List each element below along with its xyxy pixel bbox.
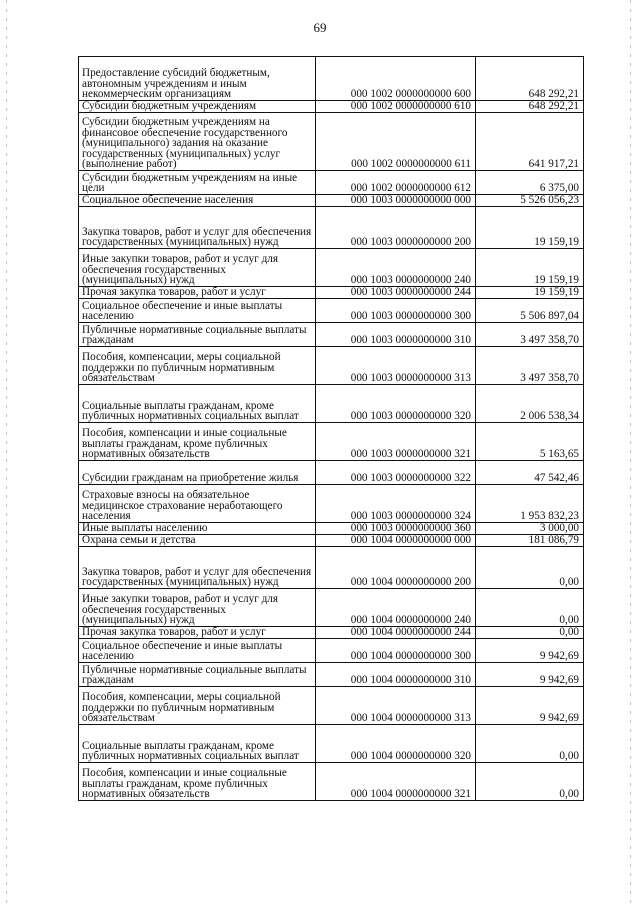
table-row: [79, 113, 584, 171]
row-code-cell: 000 1003 0000000000 321: [316, 423, 476, 461]
table-row: [79, 627, 584, 639]
row-code-cell: 000 1003 0000000000 310: [316, 323, 476, 347]
row-code-cell: 000 1003 0000000000 300: [316, 299, 476, 323]
table-row: [79, 535, 584, 547]
table-row: [79, 249, 584, 287]
table-row: [79, 287, 584, 299]
row-name-cell: Закупка товаров, работ и услуг для обеспечения государственных (муниципальных) нужд: [79, 207, 316, 249]
left-margin-artifact: [6, 0, 7, 905]
row-code-cell: 000 1004 0000000000 240: [316, 589, 476, 627]
row-code-cell: 000 1004 0000000000 320: [316, 725, 476, 763]
row-name-cell: Охрана семьи и детства: [79, 535, 316, 547]
row-sum-cell: 2 006 538,34: [476, 385, 584, 423]
row-name-cell: Субсидии бюджетным учреждениям: [79, 101, 316, 113]
budget-table: [78, 56, 584, 801]
row-name-cell: Закупка товаров, работ и услуг для обеспечения государственных (муниципальных) нужд: [79, 547, 316, 589]
row-code-cell: 000 1004 0000000000 321: [316, 763, 476, 801]
row-name-cell: Социальное обеспечение и иные выплаты населению: [79, 639, 316, 663]
row-sum-cell: 5 526 056,23: [476, 195, 584, 207]
row-sum-cell: 0,00: [476, 725, 584, 763]
table-row: [79, 423, 584, 461]
row-code-cell: 000 1004 0000000000 200: [316, 547, 476, 589]
table-row: [79, 323, 584, 347]
row-sum-cell: 5 506 897,04: [476, 299, 584, 323]
table-row: [79, 663, 584, 687]
row-name-cell: Страховые взносы на обязательное медицинское страхование неработающего населения: [79, 485, 316, 523]
row-name-cell: Прочая закупка товаров, работ и услуг: [79, 287, 316, 299]
row-code-cell: 000 1004 0000000000 300: [316, 639, 476, 663]
table-row: [79, 101, 584, 113]
row-sum-cell: 648 292,21: [476, 57, 584, 101]
right-margin-artifact: [630, 0, 631, 905]
row-name-cell: Социальное обеспечение населения: [79, 195, 316, 207]
row-code-cell: 000 1003 0000000000 200: [316, 207, 476, 249]
row-sum-cell: 6 375,00: [476, 171, 584, 195]
row-code-cell: 000 1002 0000000000 612: [316, 171, 476, 195]
table-row: [79, 523, 584, 535]
row-name-cell: Социальные выплаты гражданам, кроме публичных нормативных социальных выплат: [79, 385, 316, 423]
row-code-cell: 000 1004 0000000000 244: [316, 627, 476, 639]
table-row: [79, 547, 584, 589]
row-sum-cell: 0,00: [476, 547, 584, 589]
row-sum-cell: 0,00: [476, 627, 584, 639]
row-sum-cell: 648 292,21: [476, 101, 584, 113]
row-name-cell: Иные закупки товаров, работ и услуг для обеспечения государственных (муниципальных) нужд: [79, 249, 316, 287]
row-sum-cell: 19 159,19: [476, 249, 584, 287]
table-row: [79, 207, 584, 249]
row-name-cell: Публичные нормативные социальные выплаты гражданам: [79, 323, 316, 347]
row-code-cell: 000 1004 0000000000 310: [316, 663, 476, 687]
row-sum-cell: 9 942,69: [476, 687, 584, 725]
row-name-cell: Социальные выплаты гражданам, кроме публичных нормативных социальных выплат: [79, 725, 316, 763]
row-code-cell: 000 1003 0000000000 320: [316, 385, 476, 423]
row-sum-cell: 5 163,65: [476, 423, 584, 461]
table-row: [79, 589, 584, 627]
table-row: [79, 461, 584, 485]
table-row: [79, 195, 584, 207]
row-name-cell: Публичные нормативные социальные выплаты гражданам: [79, 663, 316, 687]
row-name-cell: Иные закупки товаров, работ и услуг для обеспечения государственных (муниципальных) нужд: [79, 589, 316, 627]
row-code-cell: 000 1003 0000000000 244: [316, 287, 476, 299]
table-row: [79, 725, 584, 763]
table-row: [79, 763, 584, 801]
table-row: [79, 485, 584, 523]
row-name-cell: Пособия, компенсации, меры социальной поддержки по публичным нормативным обязательствам: [79, 687, 316, 725]
table-row: [79, 299, 584, 323]
row-name-cell: Субсидии гражданам на приобретение жилья: [79, 461, 316, 485]
row-code-cell: 000 1003 0000000000 322: [316, 461, 476, 485]
row-sum-cell: 9 942,69: [476, 639, 584, 663]
row-sum-cell: 1 953 832,23: [476, 485, 584, 523]
row-code-cell: 000 1004 0000000000 000: [316, 535, 476, 547]
row-code-cell: 000 1004 0000000000 313: [316, 687, 476, 725]
row-sum-cell: 47 542,46: [476, 461, 584, 485]
row-code-cell: 000 1003 0000000000 000: [316, 195, 476, 207]
row-sum-cell: 3 000,00: [476, 523, 584, 535]
row-code-cell: 000 1003 0000000000 313: [316, 347, 476, 385]
row-name-cell: Субсидии бюджетным учреждениям на финансовое обеспечение государственного (муниципального) задания на оказание государственных (муниципальных) услуг (выполнение работ): [79, 113, 316, 171]
page-number: 69: [313, 20, 327, 35]
row-sum-cell: 19 159,19: [476, 207, 584, 249]
row-name-cell: Иные выплаты населению: [79, 523, 316, 535]
row-sum-cell: 19 159,19: [476, 287, 584, 299]
table-row: [79, 687, 584, 725]
row-code-cell: 000 1003 0000000000 240: [316, 249, 476, 287]
table-row: [79, 57, 584, 101]
row-code-cell: 000 1002 0000000000 600: [316, 57, 476, 101]
row-name-cell: Социальное обеспечение и иные выплаты населению: [79, 299, 316, 323]
row-name-cell: Пособия, компенсации, меры социальной поддержки по публичным нормативным обязательствам: [79, 347, 316, 385]
row-code-cell: 000 1003 0000000000 360: [316, 523, 476, 535]
row-sum-cell: 181 086,79: [476, 535, 584, 547]
table-row: [79, 639, 584, 663]
table-row: [79, 385, 584, 423]
row-name-cell: Пособия, компенсации и иные социальные выплаты гражданам, кроме публичных нормативных обязательств: [79, 763, 316, 801]
row-sum-cell: 641 917,21: [476, 113, 584, 171]
row-name-cell: Субсидии бюджетным учреждениям на иные цели: [79, 171, 316, 195]
row-name-cell: Прочая закупка товаров, работ и услуг: [79, 627, 316, 639]
table-row: [79, 171, 584, 195]
budget-table-body: [79, 57, 584, 801]
row-sum-cell: 0,00: [476, 589, 584, 627]
row-sum-cell: 9 942,69: [476, 663, 584, 687]
row-sum-cell: 0,00: [476, 763, 584, 801]
row-code-cell: 000 1003 0000000000 324: [316, 485, 476, 523]
row-code-cell: 000 1002 0000000000 611: [316, 113, 476, 171]
row-sum-cell: 3 497 358,70: [476, 323, 584, 347]
row-name-cell: Пособия, компенсации и иные социальные выплаты гражданам, кроме публичных нормативных обязательств: [79, 423, 316, 461]
table-row: [79, 347, 584, 385]
row-code-cell: 000 1002 0000000000 610: [316, 101, 476, 113]
row-sum-cell: 3 497 358,70: [476, 347, 584, 385]
row-name-cell: Предоставление субсидий бюджетным, автономным учреждениям и иным некоммерческим организациям: [79, 57, 316, 101]
